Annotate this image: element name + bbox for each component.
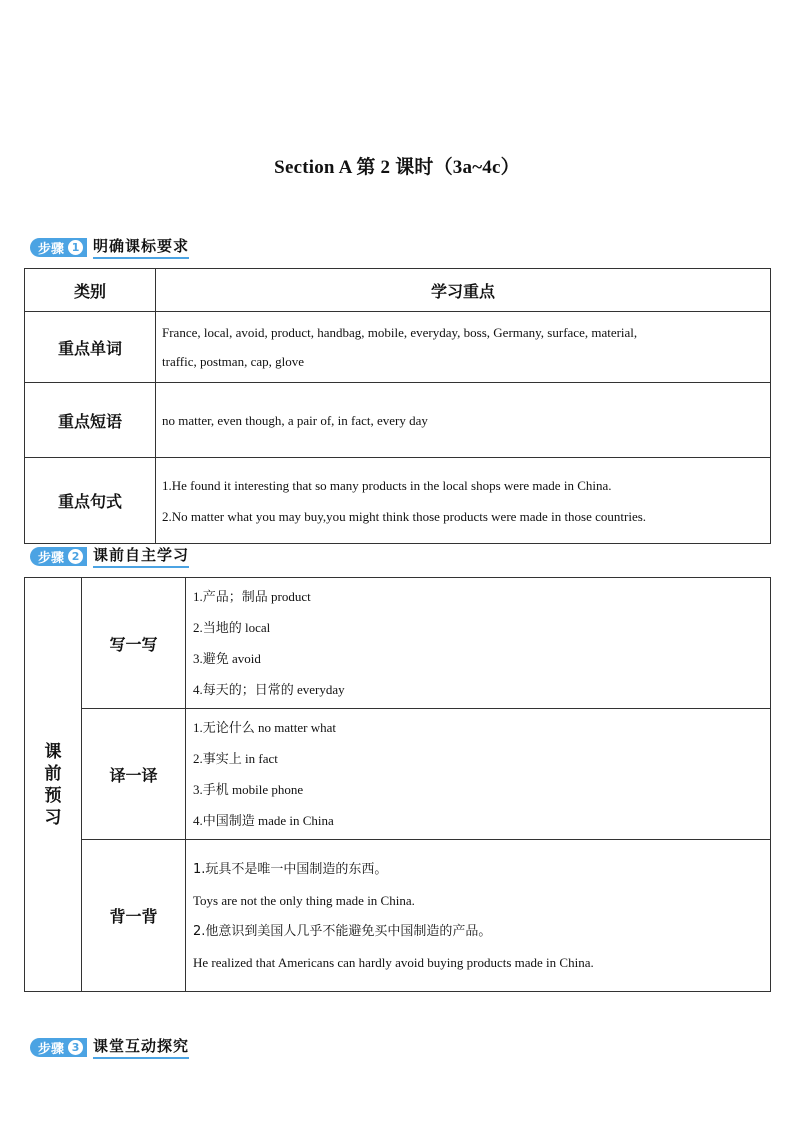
step-number: 2 [68,549,83,564]
table-header-row [25,269,771,312]
step-number: 3 [68,1040,83,1055]
content-line: traffic, postman, cap, glove [162,354,304,369]
step-badge: 步骤 2 [30,547,87,566]
row-content [156,458,771,544]
table-row [25,840,771,992]
table-row [25,709,771,840]
group-label: 背一背 [82,840,186,992]
side-label-text: 课前预习 [44,741,62,828]
step-badge: 步骤 1 [30,238,87,257]
goals-table [24,268,771,544]
step-2-heading [30,545,189,567]
header-focus: 学习重点 [156,269,771,312]
row-category: 重点单词 [25,312,156,383]
table-row [25,458,771,544]
row-content [156,383,771,458]
list-item: 2.当地的 local [193,620,271,635]
page-title: Section A 第 2 课时（3a~4c） [274,157,520,178]
list-item: 3.手机 mobile phone [193,782,304,797]
list-item: 3.避免 avoid [193,651,261,666]
list-item: 1.产品；制品 product [193,589,311,604]
row-category: 重点句式 [25,458,156,544]
table-row [25,312,771,383]
step-label: 课前自主学习 [93,544,189,568]
group-label: 写一写 [82,578,186,709]
step-badge: 步骤 3 [30,1038,87,1057]
list-item: 4.中国制造 made in China [193,813,334,828]
step-1-heading [30,236,189,258]
step-label: 明确课标要求 [93,235,189,259]
step-3-heading [30,1036,189,1058]
preview-table [24,577,771,992]
step-number: 1 [68,240,83,255]
group-items [186,840,771,992]
group-items [186,578,771,709]
content-line: 2.No matter what you may buy,you might think those products were made in those countries. [162,508,647,524]
list-item: 2.事实上 in fact [193,751,278,766]
header-category: 类别 [25,269,156,312]
side-label [25,578,82,992]
step-label: 课堂互动探究 [93,1035,189,1059]
row-content [156,312,771,383]
list-item: 1.无论什么 no matter what [193,720,336,735]
content-line: no matter, even though, a pair of, in fact, every day [162,412,428,428]
list-item: He realized that Americans can hardly avoid buying products made in China. [193,954,594,970]
content-line: France, local, avoid, product, handbag, mobile, everyday, boss, Germany, surface, material, [162,325,638,340]
list-item: 4.每天的；日常的 everyday [193,682,345,697]
group-label: 译一译 [82,709,186,840]
list-item: Toys are not the only thing made in China. [193,892,415,908]
table-row [25,383,771,458]
row-category: 重点短语 [25,383,156,458]
list-item: 1.玩具不是唯一中国制造的东西。 [193,861,388,877]
group-items [186,709,771,840]
list-item: 2.他意识到美国人几乎不能避免买中国制造的产品。 [193,923,492,939]
table-row [25,578,771,709]
content-line: 1.He found it interesting that so many products in the local shops were made in China. [162,477,612,493]
